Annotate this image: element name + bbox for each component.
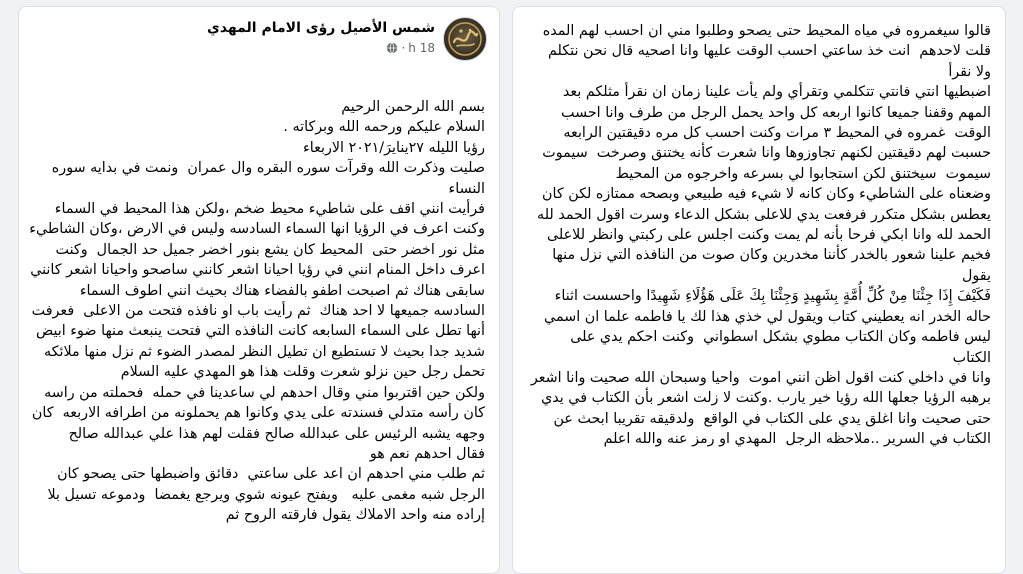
post-line: فرأيت انني اقف على شاطيء محيط ضخم ،ولكن هذا المحيط في السماء <box>54 201 485 218</box>
post-line: السلام عليكم ورحمه الله وبركاته . <box>283 119 485 136</box>
post-line: فَكَيْفَ إِذَا جِئْنَا مِنْ كُلِّ أُمَّةٍ بِشَهِيدٍ وَجِئْنَا بِكَ عَلَى هَؤُلَاءِ شَهِيدًا واحسست اثناء <box>554 288 991 305</box>
post-line: وانا في داخلي كنت اقول اظن انني اموت واحيا وسبحان الله صحيت وانا اشعر <box>530 369 991 386</box>
post-line: يعطس بشكل متكرر فرفعت يدي للاعلى بشكل الدعاء وسرت اقول الحمد لله <box>537 206 991 223</box>
post-timestamp[interactable]: 18 h <box>408 41 435 55</box>
post-line: الوقت غمروه في المحيط ٣ مرات وكنت احسب كل مره دقيقتين الرابعه <box>563 125 991 142</box>
post-line: رؤيا الليله ٢٧ينايرَ/٢٠٢١ الاربعاء <box>303 139 485 156</box>
post-line: ولا نقرأ <box>948 63 991 80</box>
post-text <box>29 97 485 526</box>
post-line: وكنت اعرف في الرؤيا انها السماء السادسه وليس في الارض ،وكان الشاطيء <box>29 221 485 238</box>
post-text-continued <box>523 21 991 450</box>
post-line: بسم الله الرحمن الرحيم <box>341 99 485 115</box>
post-line: اضبطيها انتي فانتي تتكلمي وتقرأي ولم يأت علينا زمان ان نقرأ مثلكم بعد <box>562 84 991 101</box>
globe-icon[interactable] <box>386 42 398 54</box>
post-line: الكتاب <box>952 349 991 366</box>
post-line: إراده منه واحد الاملاك يقول فارقته الروح ثم <box>225 507 485 524</box>
post-line: المهم وقفنا جميعا كانوا اربعه كل واحد يحمل الرجل من طرف وانا احسب <box>561 104 991 121</box>
page-avatar[interactable] <box>443 17 487 61</box>
post-line: كان رأسه متدلي فسندته على يدي وكانوا هم يحملونه من اطرافه الاربعه كان <box>31 405 485 422</box>
post-header <box>31 17 487 65</box>
post-line: حسبت لهم دقيقتين لكنهم تجاوزوها وانا شعرت كأنه يختنق وصرخت سيموت <box>542 145 991 162</box>
post-line: قالوا سيغمروه في مياه المحيط حتى يصحو وطلبوا مني ان احسب لهم المده <box>542 23 991 39</box>
post-line: ولكن حين اقتربوا مني وقال احدهم لي ساعدينا في حمله فحملته من راسه <box>44 384 485 401</box>
post-line: السادسه جميعها لا احد هناك ثم رأيت باب او نافذه فتحت من الاعلى فعرفت <box>31 303 485 320</box>
post-line: فخيم علينا شعور بالخدر كأننا مخدرين وكان صوت من النافذه التي نزل منها <box>552 247 991 264</box>
post-line: قلت لاحدهم انت خذ ساعتي احسب الوقت عليها وانا اصحيه قال نحن نتكلم <box>547 43 991 60</box>
meta-separator: · <box>401 41 406 55</box>
post-line: تحمل رجل حين نزلو شعرت وقلت هذا هو المهدي عليه السلام <box>120 364 485 381</box>
post-line: اعرف داخل المنام انني في رؤيا احيانا اشعر كانني ساصحو واحيانا اشعر كانني <box>30 262 485 279</box>
post-line: الرجل شبه مغمى عليه ويفتح عيونه شوي ويرجع يغمضا ودموعه تسيل بلا <box>47 486 485 503</box>
post-line: الكتاب في السرير ..ملاحظه الرجل المهدي او رمز عنه والله اعلم <box>603 431 991 448</box>
post-meta <box>386 41 435 55</box>
post-line: وجهه يشبه الرئيس على عبدالله صالح فقلت لهم هذا علي عبدالله صالح <box>68 425 485 442</box>
post-line: مثل نور اخضر حتى المحيط كان يشع بنور اخضر جميل حد الجمال وكنت <box>55 241 485 258</box>
post-line: صليت وذكرت الله وقرآت سوره البقره وال عمران ونمت في بدايه سوره النساء <box>47 160 485 197</box>
post-line: ثم طلب مني احدهم ان اعد على ساعتي دقائق واضبطها حتى يصحو كان <box>57 466 485 483</box>
post-line: سابقى هناك ثم اصبحت اطفو بالفضاء هناك بحيث انني اطوف السماء <box>79 282 485 299</box>
post-line: حتى صحيت وانا اغلق يدي على الكتاب في الواقع ولدقيقه تقريبا ابحث عن <box>553 410 991 427</box>
post-line: ليس فاطمه وكان الكتاب مطوي بشكل اسطواني وكنت احكم يدي على <box>570 329 991 346</box>
calligraphy-logo-icon <box>444 18 486 60</box>
post-line: وضعناه على الشاطيء وكان كانه لا شيء فيه طبيعي وبصحه ممتازه لكن كان <box>541 186 991 203</box>
page-name-link[interactable]: شمس الأصيل رؤى الامام المهدي <box>206 20 435 36</box>
post-line: شديد جدا بحيث لا تستطيع ان تطيل النظر لمصدر الضوء ثم نزل منها ملائكه <box>43 343 485 360</box>
post-card-left <box>18 6 500 574</box>
post-card-right <box>512 6 1006 574</box>
post-line: الحمد لله وانا ابكي فرحا بأنه لم يمت وكنت اجلس على ركبتي وانظر للاعلى <box>547 227 991 244</box>
post-line: أنها تطل على السماء السابعه كانت النافذه التي فتحت ينبعث منها ضوء ابيض <box>35 323 485 340</box>
post-line: فقال احدهم نعم هو <box>369 445 485 462</box>
post-line: سيموت سيختنق لكن استجابوا لي بسرعه واخرجوه من المحيط <box>615 165 991 182</box>
post-line: حاله الخدر انه يعطيني كتاب ويقول لي خذي هذا لك يا فاطمه علما ان اسمي <box>544 308 991 325</box>
post-line: برهبه الرؤيا جعلها الله رؤيا خير يارب .وكنت لا زلت اشعر بأن الكتاب في يدي <box>541 390 991 407</box>
post-line: يقول <box>962 267 991 284</box>
